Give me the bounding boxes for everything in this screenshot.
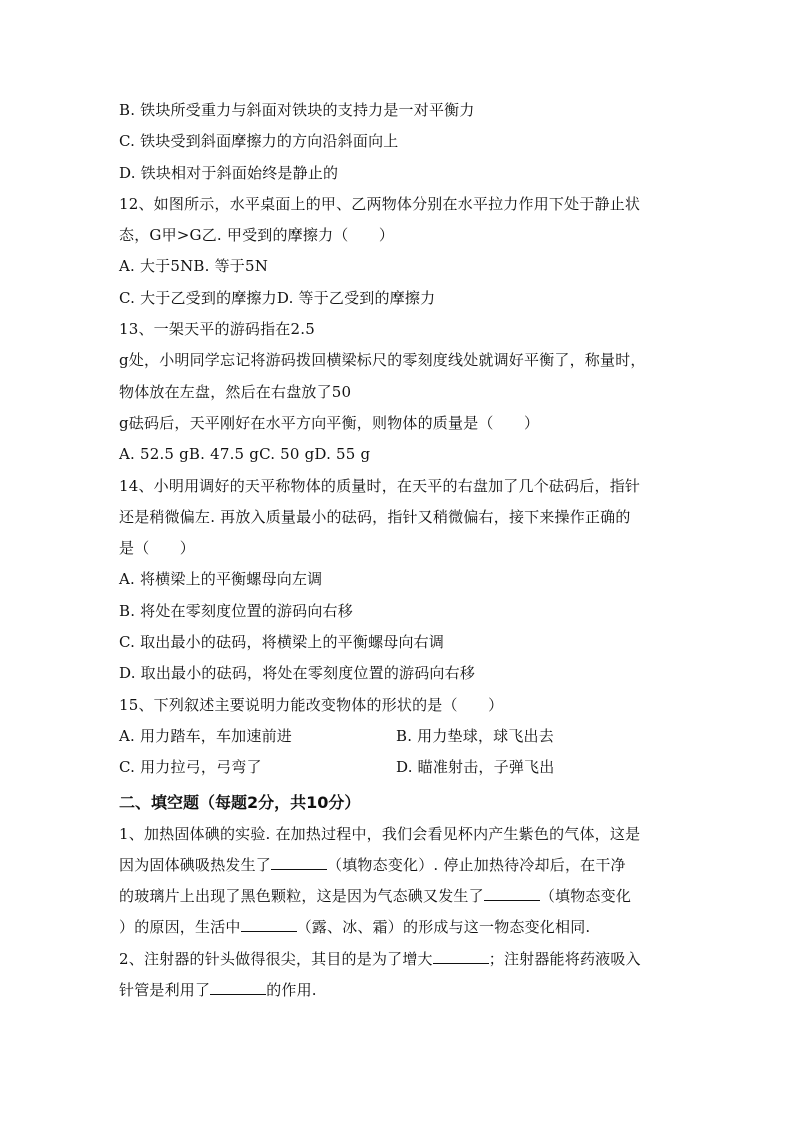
answer-blank[interactable] <box>241 917 297 932</box>
question-13-text: 13、一架天平的游码指在2.5 <box>119 320 315 339</box>
option-line: D. 铁块相对于斜面始终是静止的 <box>119 163 339 182</box>
option-line: A. 将横梁上的平衡螺母向左调 <box>119 570 323 589</box>
text-segment: （露、冰、霜）的形成与这一物态变化相同. <box>296 918 591 937</box>
question-15-text: 15、下列叙述主要说明力能改变物体的形状的是（ ） <box>119 695 504 714</box>
text-segment: 的作用. <box>266 981 317 1000</box>
option-line: A. 52.5 gB. 47.5 gC. 50 gD. 55 g <box>119 445 371 464</box>
fill-question-1-text <box>119 881 679 912</box>
question-12-text: 态，G甲>G乙. 甲受到的摩擦力（ ） <box>119 226 395 245</box>
question-13-text: g砝码后，天平刚好在水平方向平衡，则物体的质量是（ ） <box>119 413 540 432</box>
option-a: A. 用力踏车，车加速前进 <box>119 726 292 745</box>
text-segment: （填物态变化）. 停止加热待冷却后，在干净 <box>327 855 626 874</box>
option-line: B. 将处在零刻度位置的游码向右移 <box>119 601 353 620</box>
question-13-text: 物体放在左盘，然后在右盘放了50 <box>119 382 352 401</box>
text-segment: 因为固体碘吸热发生了 <box>119 855 272 874</box>
section-heading: 二、填空题（每题2分，共10分） <box>119 792 361 812</box>
option-b: B. 用力垫球，球飞出去 <box>396 726 554 745</box>
fill-question-1-text: 1、加热固体碘的实验. 在加热过程中，我们会看见杯内产生紫色的气体，这是 <box>119 824 641 843</box>
answer-blank[interactable] <box>433 949 489 964</box>
option-line: C. 铁块受到斜面摩擦力的方向沿斜面向上 <box>119 132 399 151</box>
exam-page <box>119 95 679 1006</box>
option-line: D. 取出最小的砝码，将处在零刻度位置的游码向右移 <box>119 664 476 683</box>
fill-question-2-text <box>119 975 679 1006</box>
option-line: A. 大于5NB. 等于5N <box>119 257 269 276</box>
text-segment: （填物态变化 <box>539 887 632 906</box>
option-c: C. 用力拉弓，弓弯了 <box>119 758 262 777</box>
text-segment: 针管是利用了 <box>119 981 211 1000</box>
text-segment: 2、注射器的针头做得很尖，其目的是为了增大 <box>119 949 433 968</box>
option-line: C. 取出最小的砝码，将横梁上的平衡螺母向右调 <box>119 633 445 652</box>
option-row <box>119 721 679 752</box>
question-14-text: 14、小明用调好的天平称物体的质量时，在天平的右盘加了几个砝码后，指针 <box>119 476 641 495</box>
answer-blank[interactable] <box>484 886 540 901</box>
text-segment: ；注射器能将药液吸入 <box>488 949 641 968</box>
fill-question-1-text <box>119 850 679 881</box>
question-12-text: 12、如图所示，水平桌面上的甲、乙两物体分别在水平拉力作用下处于静止状 <box>119 194 641 213</box>
text-segment: 的玻璃片上出现了黑色颗粒，这是因为气态碘又发生了 <box>119 887 484 906</box>
question-13-text: g处，小明同学忘记将游码拨回横梁标尺的零刻度线处就调好平衡了，称量时， <box>119 351 646 370</box>
text-segment: ）的原因，生活中 <box>119 918 241 937</box>
fill-question-1-text <box>119 912 679 943</box>
option-line: B. 铁块所受重力与斜面对铁块的支持力是一对平衡力 <box>119 101 475 119</box>
option-d: D. 瞄准射击，子弹飞出 <box>396 758 555 777</box>
question-14-text: 是（ ） <box>119 539 196 558</box>
answer-blank[interactable] <box>210 980 266 995</box>
answer-blank[interactable] <box>271 855 327 870</box>
option-line: C. 大于乙受到的摩擦力D. 等于乙受到的摩擦力 <box>119 288 436 307</box>
fill-question-2-text <box>119 944 679 975</box>
option-row <box>119 752 679 783</box>
question-14-text: 还是稍微偏左. 再放入质量最小的砝码，指针又稍微偏右，接下来操作正确的 <box>119 507 631 526</box>
